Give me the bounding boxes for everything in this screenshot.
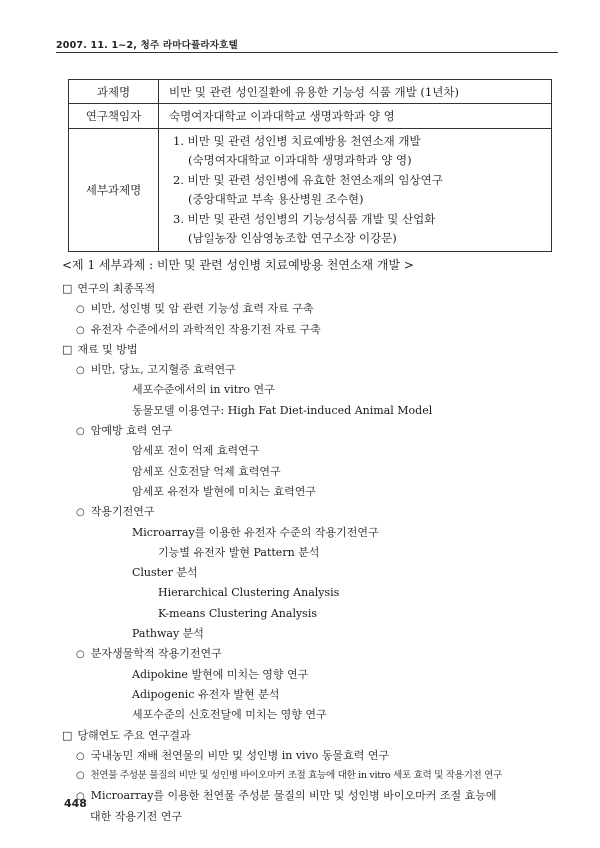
- list-item: ○ 비만, 성인병 및 암 관련 기능성 효력 자료 구축: [62, 299, 552, 319]
- list-subsubitem: 기능별 유전자 발현 Pattern 분석: [158, 545, 320, 559]
- list-item: ○ 비만, 당뇨, 고지혈증 효력연구: [62, 360, 552, 380]
- list-subsubitem: Hierarchical Clustering Analysis: [158, 586, 340, 600]
- goal-heading: □ 연구의 최종목적: [62, 279, 552, 299]
- list-subitem: 암세포 전이 억제 효력연구: [132, 444, 260, 458]
- subproject-affiliation: (중앙대학교 부속 용산병원 조수현): [188, 192, 364, 207]
- list-item: ○ Microarray를 이용한 천연물 주성분 물질의 비만 및 성인병 바이오마커 조절 효능에: [62, 786, 552, 806]
- list-subitem: Adipokine 발현에 미치는 영향 연구: [132, 667, 309, 681]
- list-subitem: 세포수준에서의 in vitro 연구: [132, 383, 275, 397]
- subproject-item: 3. 비만 및 관련 성인병의 기능성식품 개발 및 산업화: [173, 211, 436, 226]
- subproject-list-cell: [159, 129, 552, 252]
- section-title: <제 1 세부과제 : 비만 및 관련 성인병 치료예방용 천연소재 개발 >: [62, 258, 414, 272]
- results-heading: □ 당해연도 주요 연구결과: [62, 726, 552, 746]
- page-number: 448: [64, 797, 87, 810]
- subproject-affiliation: (숙명여자대학교 이과대학 생명과학과 양 영): [188, 153, 412, 168]
- list-subitem: 암세포 유전자 발현에 미치는 효력연구: [132, 484, 317, 498]
- project-title-value: 비만 및 관련 성인질환에 유용한 기능성 식품 개발 (1년차): [159, 80, 552, 104]
- table-row: [69, 129, 552, 252]
- list-subitem: Cluster 분석: [132, 566, 198, 580]
- list-item: ○ 천연물 주성분 물질의 비만 및 성인병 바이오마커 조절 효능에 대한 in vitro 세포 효력 및 작용기전 연구: [62, 766, 552, 786]
- principal-investigator-label: 연구책임자: [69, 104, 159, 129]
- subproject-item: 1. 비만 및 관련 성인병 치료예방용 천연소재 개발: [173, 134, 421, 148]
- list-subitem: 암세포 신호전달 억제 효력연구: [132, 464, 281, 478]
- list-item: ○ 작용기전연구: [62, 502, 552, 522]
- list-item: ○ 암예방 효력 연구: [62, 421, 552, 441]
- table-row: [69, 104, 552, 129]
- page-header: 2007. 11. 1~2, 청주 라마다플라자호텔: [56, 40, 238, 51]
- list-subitem: 세포수준의 신호전달에 미치는 영향 연구: [132, 708, 327, 722]
- list-subitem: 동물모델 이용연구: High Fat Diet-induced Animal Model: [132, 403, 433, 417]
- list-item: ○ 유전자 수준에서의 과학적인 작용기전 자료 구축: [62, 320, 552, 340]
- main-content: [62, 256, 552, 827]
- methods-heading: □ 재료 및 방법: [62, 340, 552, 360]
- subproject-affiliation: (남일농장 인삼영농조합 연구소장 이강문): [188, 231, 397, 246]
- project-info-table: [68, 79, 552, 252]
- list-subitem: Pathway 분석: [132, 627, 204, 641]
- list-subitem: Microarray를 이용한 유전자 수준의 작용기전연구: [132, 525, 379, 539]
- list-item: ○ 분자생물학적 작용기전연구: [62, 644, 552, 664]
- header-rule: [56, 52, 558, 53]
- principal-investigator-value: 숙명여자대학교 이과대학교 생명과학과 양 영: [159, 104, 552, 129]
- project-title-label: 과제명: [69, 80, 159, 104]
- list-subitem: Adipogenic 유전자 발현 분석: [132, 687, 280, 701]
- list-item-continuation: 대한 작용기전 연구: [90, 809, 183, 823]
- table-row: [69, 80, 552, 104]
- subproject-item: 2. 비만 및 관련 성인병에 유효한 천연소재의 임상연구: [173, 172, 443, 187]
- list-item: ○ 국내농민 재배 천연물의 비만 및 성인병 in vivo 동물효력 연구: [62, 746, 552, 766]
- subproject-label: 세부과제명: [69, 129, 159, 252]
- subproject-list: [169, 129, 551, 251]
- list-subsubitem: K-means Clustering Analysis: [158, 606, 317, 620]
